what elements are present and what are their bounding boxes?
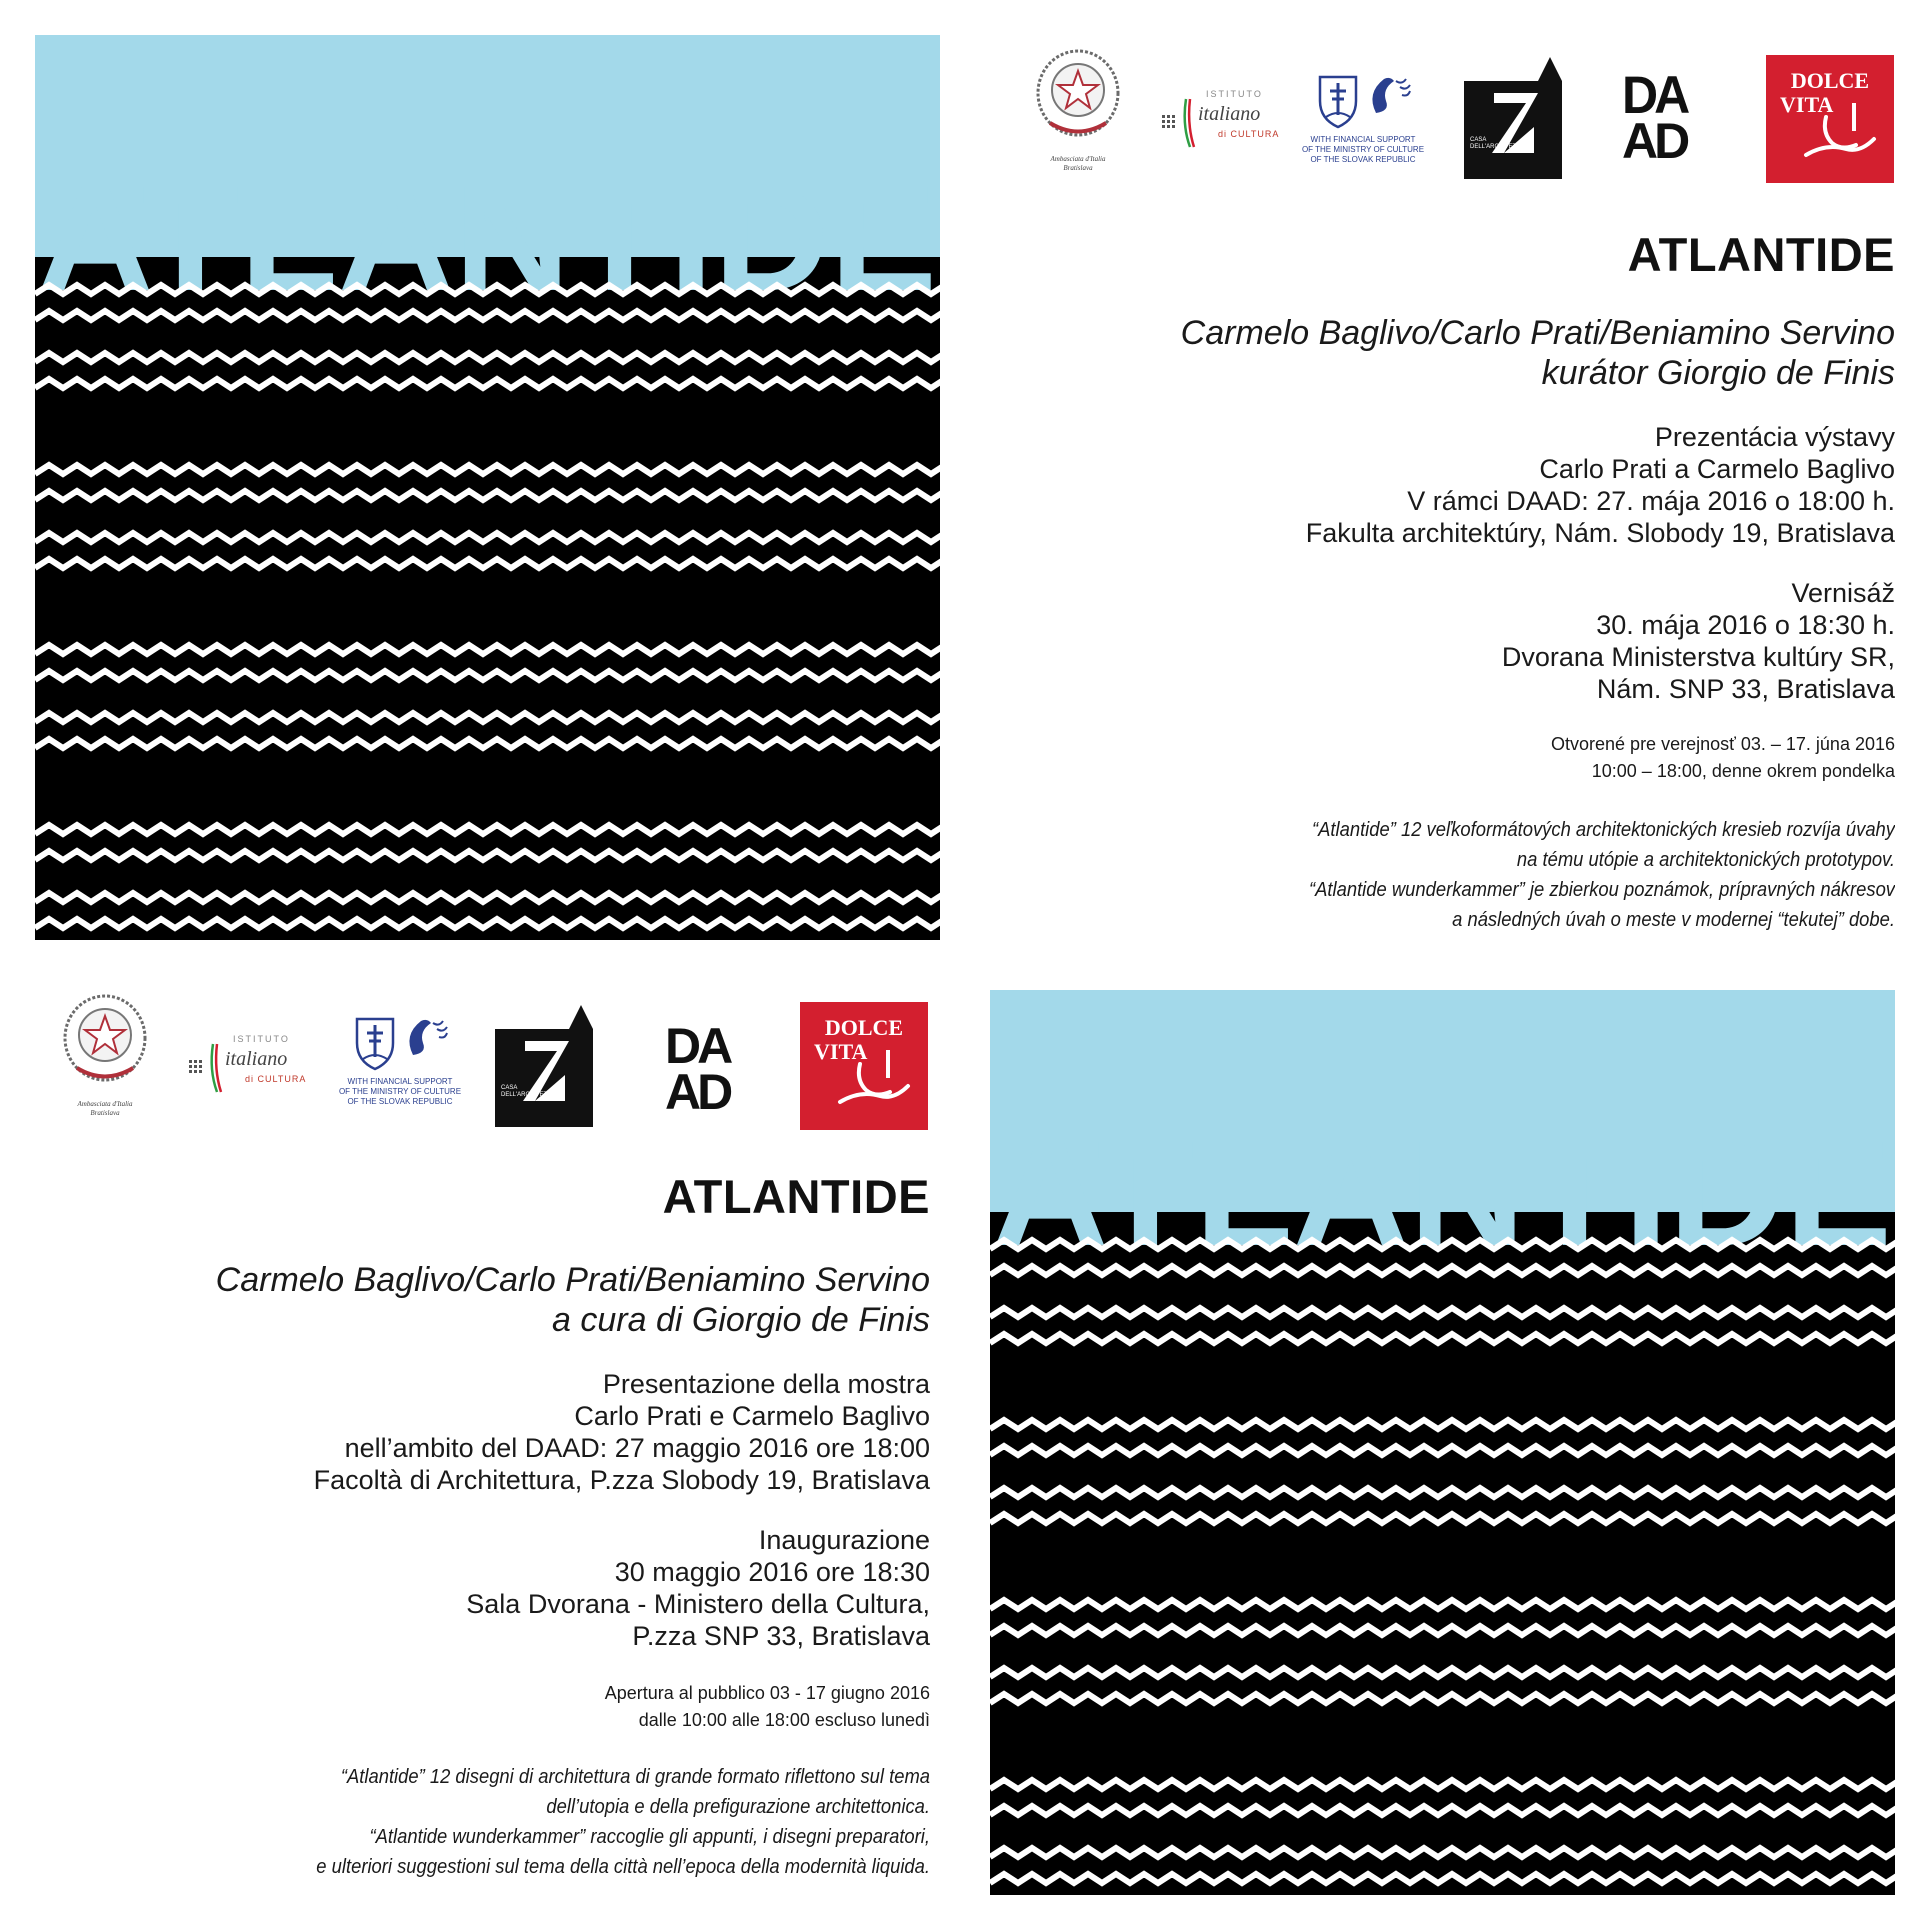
zigzag-line bbox=[990, 1334, 1895, 1343]
description-line-4: a následných úvah o meste v modernej “tekutej” dobe. bbox=[1452, 909, 1895, 931]
zigzag-line bbox=[990, 1806, 1895, 1815]
opening-venue: Dvorana Ministerstva kultúry SR, bbox=[1501, 642, 1895, 672]
zigzag-line bbox=[35, 671, 940, 680]
zigzag-line bbox=[35, 465, 940, 474]
zigzag-line bbox=[990, 1514, 1895, 1523]
zigzag-line bbox=[990, 1446, 1895, 1455]
authors-line: Carmelo Baglivo/Carlo Prati/Beniamino Servino bbox=[215, 1261, 930, 1299]
presentation-heading: Prezentácia výstavy bbox=[1654, 422, 1895, 452]
hand-icon bbox=[1766, 55, 1894, 183]
ministry-crest-icon bbox=[335, 1015, 465, 1077]
zigzag-line bbox=[990, 1626, 1895, 1635]
casa-architettura-logo bbox=[1464, 57, 1562, 179]
emblem-icon bbox=[1028, 45, 1128, 155]
description-line-2: dell’utopia e della prefigurazione architettonica. bbox=[546, 1796, 930, 1818]
curator-line: a cura di Giorgio de Finis bbox=[552, 1301, 930, 1339]
zigzag-line bbox=[990, 1848, 1895, 1857]
opening-heading: Vernisáž bbox=[1791, 578, 1895, 608]
description-line-1: “Atlantide” 12 disegni di architettura di grande formato riflettono sul tema bbox=[340, 1766, 930, 1788]
dolce-line-1: DOLCE bbox=[824, 1015, 904, 1040]
slovak-panel bbox=[990, 35, 1895, 940]
casa-architettura-logo bbox=[495, 1005, 593, 1127]
daad-logo bbox=[665, 1018, 761, 1120]
italian-panel bbox=[35, 990, 940, 1895]
ministry-line-3: OF THE SLOVAK REPUBLIC bbox=[1310, 155, 1416, 164]
zigzag-waves bbox=[990, 990, 1895, 1895]
description-line-3: “Atlantide wunderkammer” raccoglie gli appunti, i disegni preparatori, bbox=[369, 1826, 931, 1848]
presentation-heading: Presentazione della mostra bbox=[602, 1369, 930, 1399]
istituto-italiano-logo bbox=[187, 1030, 307, 1100]
zigzag-line bbox=[35, 893, 940, 902]
zigzag-line bbox=[35, 311, 940, 320]
casa-architettura-icon bbox=[495, 1005, 593, 1127]
istituto-mid-text: italiano bbox=[225, 1048, 288, 1070]
dolce-line-1: DOLCE bbox=[1790, 68, 1870, 93]
poster-title-text: ATLANTIDE bbox=[992, 1109, 1892, 1277]
description-line-4: e ulteriori suggestioni sul tema della città nell’epoca della modernità liquida. bbox=[316, 1856, 930, 1878]
istituto-italiano-logo bbox=[1160, 85, 1280, 155]
zigzag-line bbox=[35, 379, 940, 388]
zigzag-line bbox=[35, 353, 940, 362]
zigzag-waves bbox=[35, 35, 940, 940]
zigzag-line bbox=[35, 559, 940, 568]
daad-bottom-text: AD bbox=[665, 1064, 730, 1120]
public-dates: Apertura al pubblico 03 - 17 giugno 2016 bbox=[604, 1683, 930, 1703]
emblem-icon bbox=[55, 990, 155, 1100]
zigzag-line bbox=[990, 1420, 1895, 1429]
daad-bottom-text: AD bbox=[1622, 113, 1687, 169]
event-title: ATLANTIDE bbox=[662, 1170, 930, 1223]
zigzag-line bbox=[35, 739, 940, 748]
zigzag-line bbox=[35, 645, 940, 654]
zigzag-line bbox=[990, 1874, 1895, 1883]
zigzag-line bbox=[35, 533, 940, 542]
zigzag-line bbox=[35, 491, 940, 500]
ministry-line-2: OF THE MINISTRY OF CULTURE bbox=[1301, 145, 1425, 154]
casa-architettura-icon bbox=[1464, 57, 1562, 179]
presentation-venue: Facoltà di Architettura, P.zza Slobody 19, Bratislava bbox=[313, 1465, 930, 1495]
presentation-venue: Fakulta architektúry, Nám. Slobody 19, Bratislava bbox=[1305, 518, 1895, 548]
public-hours: dalle 10:00 alle 18:00 escluso lunedì bbox=[638, 1710, 930, 1730]
description-line-1: “Atlantide” 12 veľkoformátových architektonických kresieb rozvíja úvahy bbox=[1312, 819, 1895, 841]
opening-venue: Sala Dvorana - Ministero della Cultura, bbox=[466, 1589, 930, 1619]
presentation-people: Carlo Prati a Carmelo Baglivo bbox=[1539, 454, 1895, 484]
event-title: ATLANTIDE bbox=[1627, 228, 1895, 281]
zigzag-line bbox=[990, 1668, 1895, 1677]
opening-date: 30 maggio 2016 ore 18:30 bbox=[614, 1557, 930, 1587]
istituto-bottom-text: di CULTURA bbox=[245, 1074, 307, 1084]
ministry-culture-logo bbox=[335, 1015, 465, 1107]
emblem-caption-2: Bratislava bbox=[1063, 164, 1093, 172]
opening-date: 30. mája 2016 o 18:30 h. bbox=[1596, 610, 1895, 640]
hand-icon bbox=[800, 1002, 928, 1130]
ministry-line-3: OF THE SLOVAK REPUBLIC bbox=[347, 1097, 453, 1106]
embassy-emblem-logo bbox=[1028, 45, 1128, 173]
ministry-line-1: WITH FINANCIAL SUPPORT bbox=[1310, 135, 1416, 144]
description-line-3: “Atlantide wunderkammer” je zbierkou poznámok, prípravných nákresov bbox=[1309, 879, 1895, 901]
zigzag-line bbox=[990, 1780, 1895, 1789]
istituto-top-text: ISTITUTO bbox=[233, 1034, 290, 1044]
zigzag-line bbox=[35, 919, 940, 928]
emblem-caption-1: Ambasciata d'Italia bbox=[1050, 155, 1106, 163]
opening-address: P.zza SNP 33, Bratislava bbox=[632, 1621, 930, 1651]
description-line-2: na tému utópie a architektonických prototypov. bbox=[1516, 849, 1895, 871]
zigzag-line bbox=[990, 1694, 1895, 1703]
daad-top-text: DA bbox=[1622, 65, 1687, 125]
daad-logo bbox=[1622, 65, 1718, 169]
emblem-caption-2: Bratislava bbox=[90, 1109, 120, 1117]
opening-address: Nám. SNP 33, Bratislava bbox=[1596, 674, 1895, 704]
public-dates: Otvorené pre verejnosť 03. – 17. júna 2016 bbox=[1551, 734, 1895, 754]
zigzag-line bbox=[990, 1308, 1895, 1317]
zigzag-line bbox=[990, 1600, 1895, 1609]
dolce-vita-logo bbox=[800, 1002, 928, 1130]
embassy-emblem-logo bbox=[55, 990, 155, 1118]
zigzag-line bbox=[35, 851, 940, 860]
poster-top-left bbox=[35, 35, 940, 940]
dolce-vita-logo bbox=[1766, 55, 1894, 183]
zigzag-line bbox=[35, 713, 940, 722]
ministry-crest-icon bbox=[1298, 73, 1428, 135]
ministry-culture-logo bbox=[1298, 73, 1428, 165]
presentation-people: Carlo Prati e Carmelo Baglivo bbox=[574, 1401, 930, 1431]
istituto-bottom-text: di CULTURA bbox=[1218, 129, 1280, 139]
poster-bottom-right bbox=[990, 990, 1895, 1895]
presentation-date: nell’ambito del DAAD: 27 maggio 2016 ore 18:00 bbox=[344, 1433, 930, 1463]
istituto-mid-text: italiano bbox=[1198, 103, 1261, 125]
zigzag-line bbox=[35, 285, 940, 294]
dolce-line-2: VITA bbox=[814, 1039, 868, 1064]
emblem-caption-1: Ambasciata d'Italia bbox=[77, 1100, 133, 1108]
zigzag-line bbox=[990, 1240, 1895, 1249]
presentation-date: V rámci DAAD: 27. mája 2016 o 18:00 h. bbox=[1407, 486, 1895, 516]
casa-text: CASA DELL'ARCHITETTURA bbox=[1470, 137, 1533, 150]
ministry-line-2: OF THE MINISTRY OF CULTURE bbox=[338, 1087, 462, 1096]
zigzag-line bbox=[990, 1488, 1895, 1497]
opening-heading: Inaugurazione bbox=[758, 1525, 930, 1555]
poster-title-text: ATLANTIDE bbox=[37, 154, 938, 322]
istituto-top-text: ISTITUTO bbox=[1206, 89, 1263, 99]
dolce-line-2: VITA bbox=[1780, 92, 1834, 117]
zigzag-line bbox=[990, 1266, 1895, 1275]
curator-line: kurátor Giorgio de Finis bbox=[1541, 354, 1895, 392]
ministry-line-1: WITH FINANCIAL SUPPORT bbox=[347, 1077, 453, 1086]
casa-text: CASA DELL'ARCHITETTURA bbox=[501, 1085, 564, 1098]
daad-top-text: DA bbox=[665, 1018, 730, 1074]
zigzag-line bbox=[35, 825, 940, 834]
public-hours: 10:00 – 18:00, denne okrem pondelka bbox=[1591, 761, 1895, 781]
authors-line: Carmelo Baglivo/Carlo Prati/Beniamino Servino bbox=[1180, 314, 1895, 352]
